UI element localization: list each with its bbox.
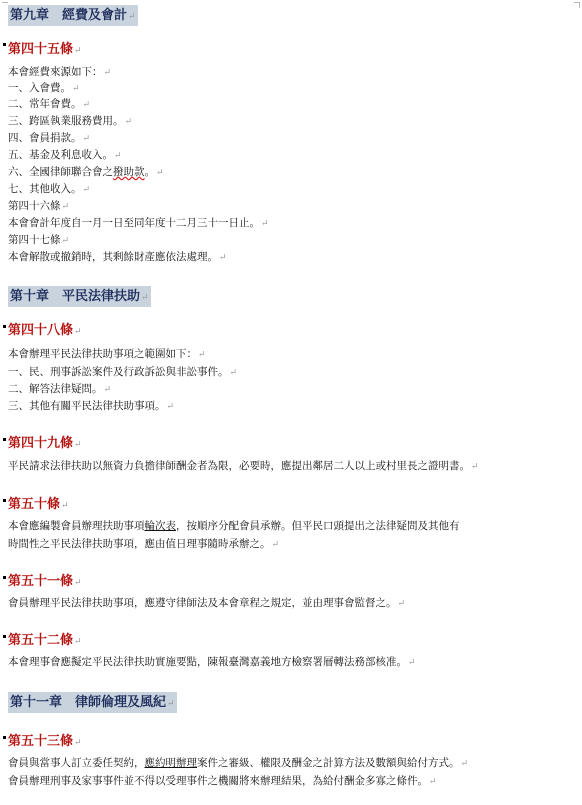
text-line: 四、會員捐款。↵ [8, 132, 91, 144]
text-line: 本會理事會應擬定平民法律扶助實施要點，陳報臺灣嘉義地方檢察署層轉法務部核准。↵ [8, 656, 416, 668]
margin-corner [2, 2, 8, 3]
list-bullet [3, 43, 6, 46]
text-line: 會員與當事人訂立委任契約，應約明辦理案件之審級、權限及酬金之計算方法及數額與給付方式。↵ [8, 757, 469, 769]
article-heading: 第五十二條↵ [8, 633, 82, 648]
text-line: 會員辦理平民法律扶助事項，應遵守律師法及本會章程之規定，並由理事會監督之。↵ [8, 597, 406, 609]
text-line: 一、入會費。↵ [8, 82, 80, 94]
text-line: 一、民、刑事訴訟案件及行政訴訟與非訟事件。↵ [8, 366, 238, 378]
article-heading: 第五十三條↵ [8, 734, 82, 749]
text-line: 二、解答法律疑問。↵ [8, 383, 112, 395]
text-line: 本會經費來源如下：↵ [8, 66, 112, 78]
article-label: 第四十六條↵ [8, 200, 70, 212]
paragraph-mark: ↵ [128, 12, 136, 22]
article-heading: 第四十五條↵ [8, 42, 82, 57]
text-line: 三、其他有關平民法律扶助事項。↵ [8, 400, 175, 412]
list-bullet [3, 499, 6, 502]
chapter-heading: 第十一章 律師倫理及風紀↵ [8, 692, 177, 713]
margin-corner [579, 2, 580, 8]
text-line: 時間性之平民法律扶助事項，應由值日理事隨時承辦之。↵ [8, 538, 280, 550]
text-line: 六、全國律師聯合會之撥助款。↵ [8, 166, 164, 178]
text-line: 三、跨區執業服務費用。↵ [8, 115, 133, 127]
article-label: 第四十七條↵ [8, 234, 70, 246]
text-line: 會員辦理刑事及家事事件並不得以受理事件之機關將來辦理結果，為給付酬金多寡之條件。↵ [8, 775, 437, 787]
list-bullet [3, 736, 6, 739]
text-line: 平民請求法律扶助以無資力負擔律師酬金者為限，必要時，應提出鄰居二人以上或村里長之證明書。↵ [8, 460, 479, 472]
article-heading: 第五十一條↵ [8, 574, 82, 589]
chapter-heading [8, 5, 138, 26]
list-bullet [3, 438, 6, 441]
list-bullet [3, 325, 6, 328]
text-line: 本會應編製會員辦理扶助事項輪次表，按順序分配會員承辦。但平民口頭提出之法律疑問及其他有 [8, 520, 460, 532]
list-bullet [3, 635, 6, 638]
chapter-heading: 第十章 平民法律扶助↵ [8, 286, 151, 307]
text-line: 五、基金及利息收入。↵ [8, 149, 122, 161]
list-bullet [3, 576, 6, 579]
text-line: 二、常年會費。↵ [8, 98, 91, 110]
article-heading: 第五十條↵ [8, 497, 69, 512]
text-line: 七、其他收入。↵ [8, 183, 91, 195]
text-line: 本會解散或撤銷時，其剩餘財產應依法處理。↵ [8, 251, 227, 263]
article-heading: 第四十九條↵ [8, 436, 82, 451]
chapter-title: 第九章 經費及會計 [10, 8, 128, 23]
text-line: 本會辦理平民法律扶助事項之範圍如下：↵ [8, 348, 206, 360]
article-heading: 第四十八條↵ [8, 323, 82, 338]
spelling-flag: 撥助款 [113, 166, 145, 178]
text-line: 本會會計年度自一月一日至同年度十二月三十一日止。↵ [8, 217, 269, 229]
